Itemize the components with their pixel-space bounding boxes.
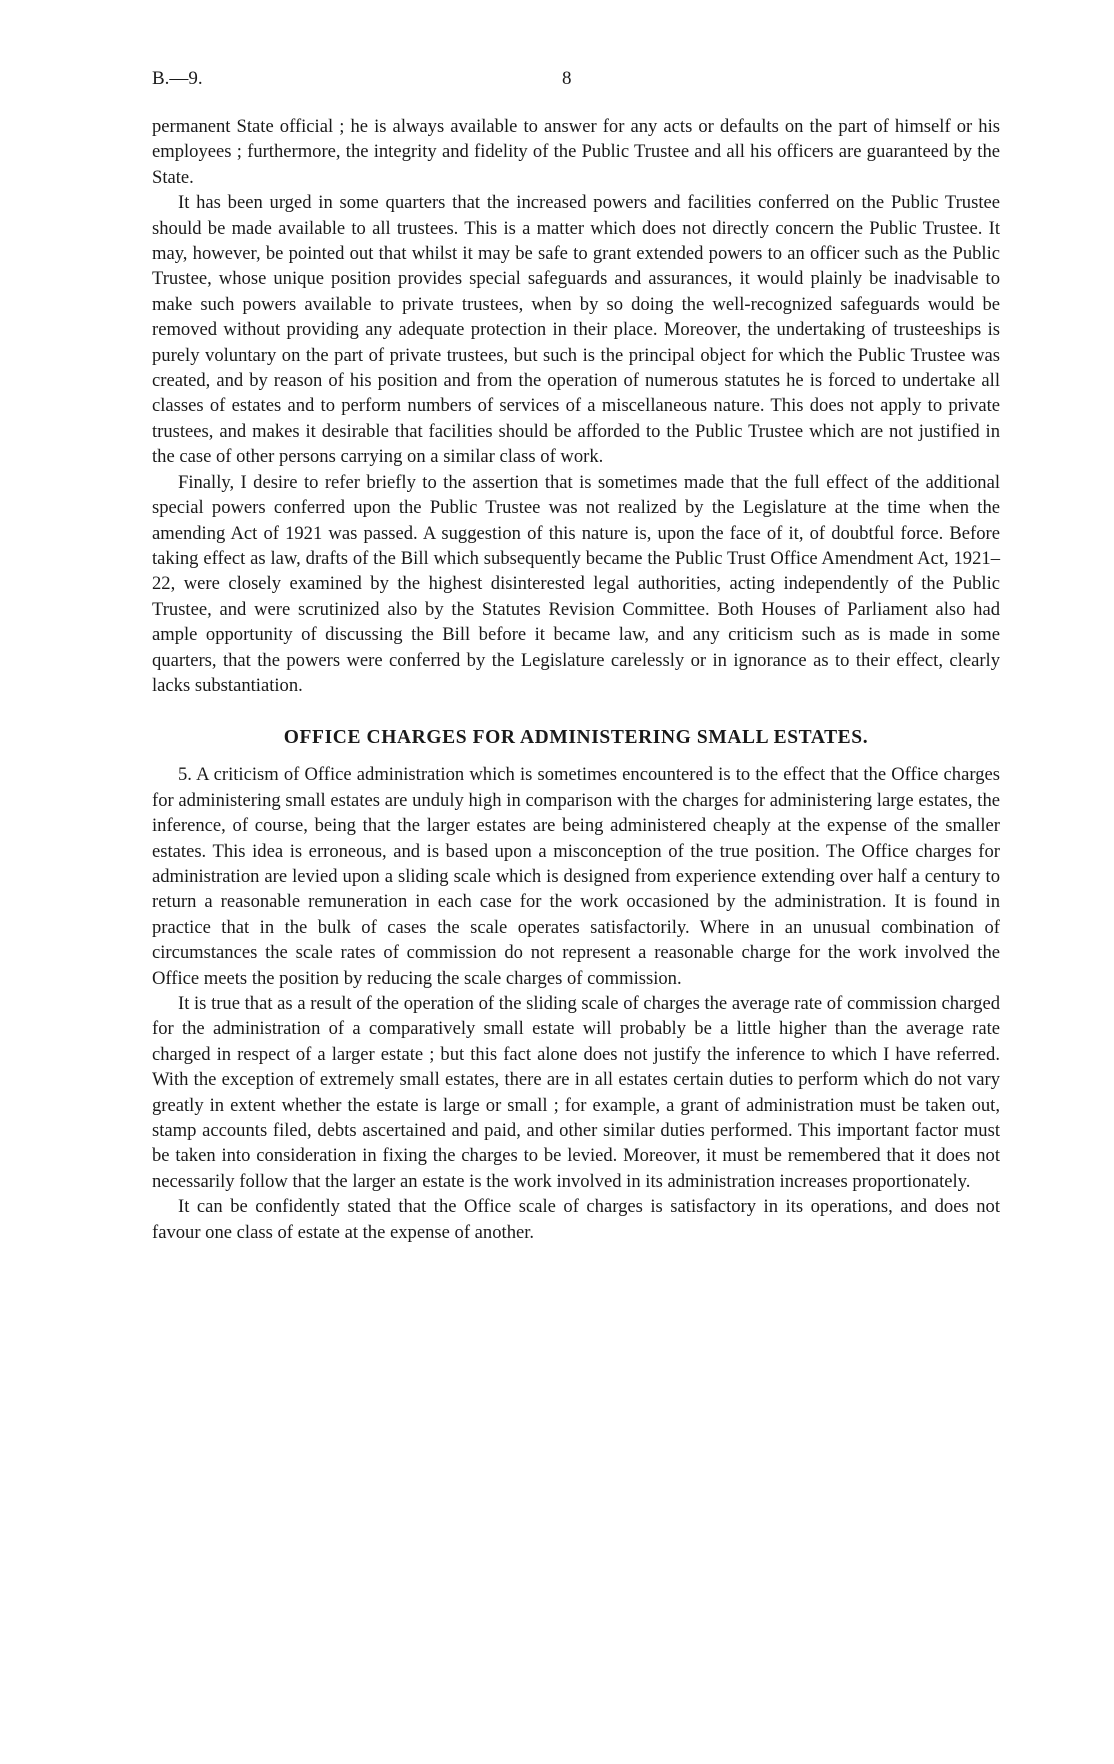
paragraph: It can be confidently stated that the Office scale of charges is satisfactory in its operations, and does not favour one class of estate at the expense of another. <box>152 1196 1000 1243</box>
paragraph: 5. A criticism of Office administration which is sometimes encountered is to the effect that the Office charges for administering small estates are unduly high in comparison with the charges for administering large estates, the inference, of course, being that the larger estates are being administered cheaply at the expense of the smaller estates. This idea is erroneous, and is based upon a misconception of the true position. The Office charges for administration are levied upon a sliding scale which is designed from experience extending over half a century to return a reasonable remuneration in each case for the work occasioned by the administration. It is found in practice that in the bulk of cases the scale operates satisfactorily. Where in an unusual combination of circumstances the scale rates of commission do not represent a reasonable charge for the work involved the Office meets the position by reducing the scale charges of commission. <box>152 764 1000 989</box>
paragraph: It has been urged in some quarters that the increased powers and facilities conferred on the Public Trustee should be made available to all trustees. This is a matter which does not directly concern the Public Trustee. It may, however, be pointed out that whilst it may be safe to grant extended powers to an officer such as the Public Trustee, whose unique position provides special safeguards and assurances, it would plainly be inadvisable to make such powers available to private trustees, when by so doing the well-recognized safeguards would be removed without providing any adequate protection in their place. Moreover, the undertaking of trusteeships is purely voluntary on the part of private trustees, but such is the principal object for which the Public Trustee was created, and by reason of his position and from the operation of numerous statutes he is forced to undertake all classes of estates and to perform numbers of services of a miscellaneous nature. This does not apply to private trustees, and makes it desirable that facilities should be afforded to the Public Trustee which are not justified in the case of other persons carrying on a similar class of work. <box>152 192 1000 468</box>
page-header <box>152 68 1000 92</box>
paragraph: Finally, I desire to refer briefly to the assertion that is sometimes made that the full effect of the additional special powers conferred upon the Public Trustee was not realized by the Legislature at the time when the amending Act of 1921 was passed. A suggestion of this nature is, upon the face of it, of doubtful force. Before taking effect as law, drafts of the Bill which subsequently became the Public Trust Office Amendment Act, 1921–22, were closely examined by the highest disinterested legal authorities, acting independently of the Public Trustee, and were scrutinized also by the Statutes Revision Committee. Both Houses of Parliament also had ample opportunity of discussing the Bill before it became law, and any criticism such as is made in some quarters, that the powers were conferred by the Legislature carelessly or in ignorance as to their effect, clearly lacks substantiation. <box>152 471 1000 696</box>
paragraph: It is true that as a result of the operation of the sliding scale of charges the average rate of commission charged for the administration of a comparatively small estate will probably be a little higher than the average rate charged in respect of a larger estate ; but this fact alone does not justify the inference to which I have referred. With the exception of extremely small estates, there are in all estates certain duties to perform which do not vary greatly in extent whether the estate is large or small ; for example, a grant of administration must be taken out, stamp accounts filed, debts ascertained and paid, and other similar duties performed. This important factor must be taken into consideration in fixing the charges to be levied. Moreover, it must be remembered that it does not necessarily follow that the larger an estate is the work involved in its administration increases proportionately. <box>152 993 1000 1192</box>
body-text <box>152 114 1000 1245</box>
page-number: 8 <box>562 68 572 89</box>
document-reference: B.—9. <box>152 68 203 89</box>
section-heading: OFFICE CHARGES FOR ADMINISTERING SMALL ESTATES. <box>283 727 869 749</box>
paragraph: permanent State official ; he is always available to answer for any acts or defaults on the part of himself or his employees ; furthermore, the integrity and fidelity of the Public Trustee and all his officers are guaranteed by the State. <box>152 116 1000 188</box>
